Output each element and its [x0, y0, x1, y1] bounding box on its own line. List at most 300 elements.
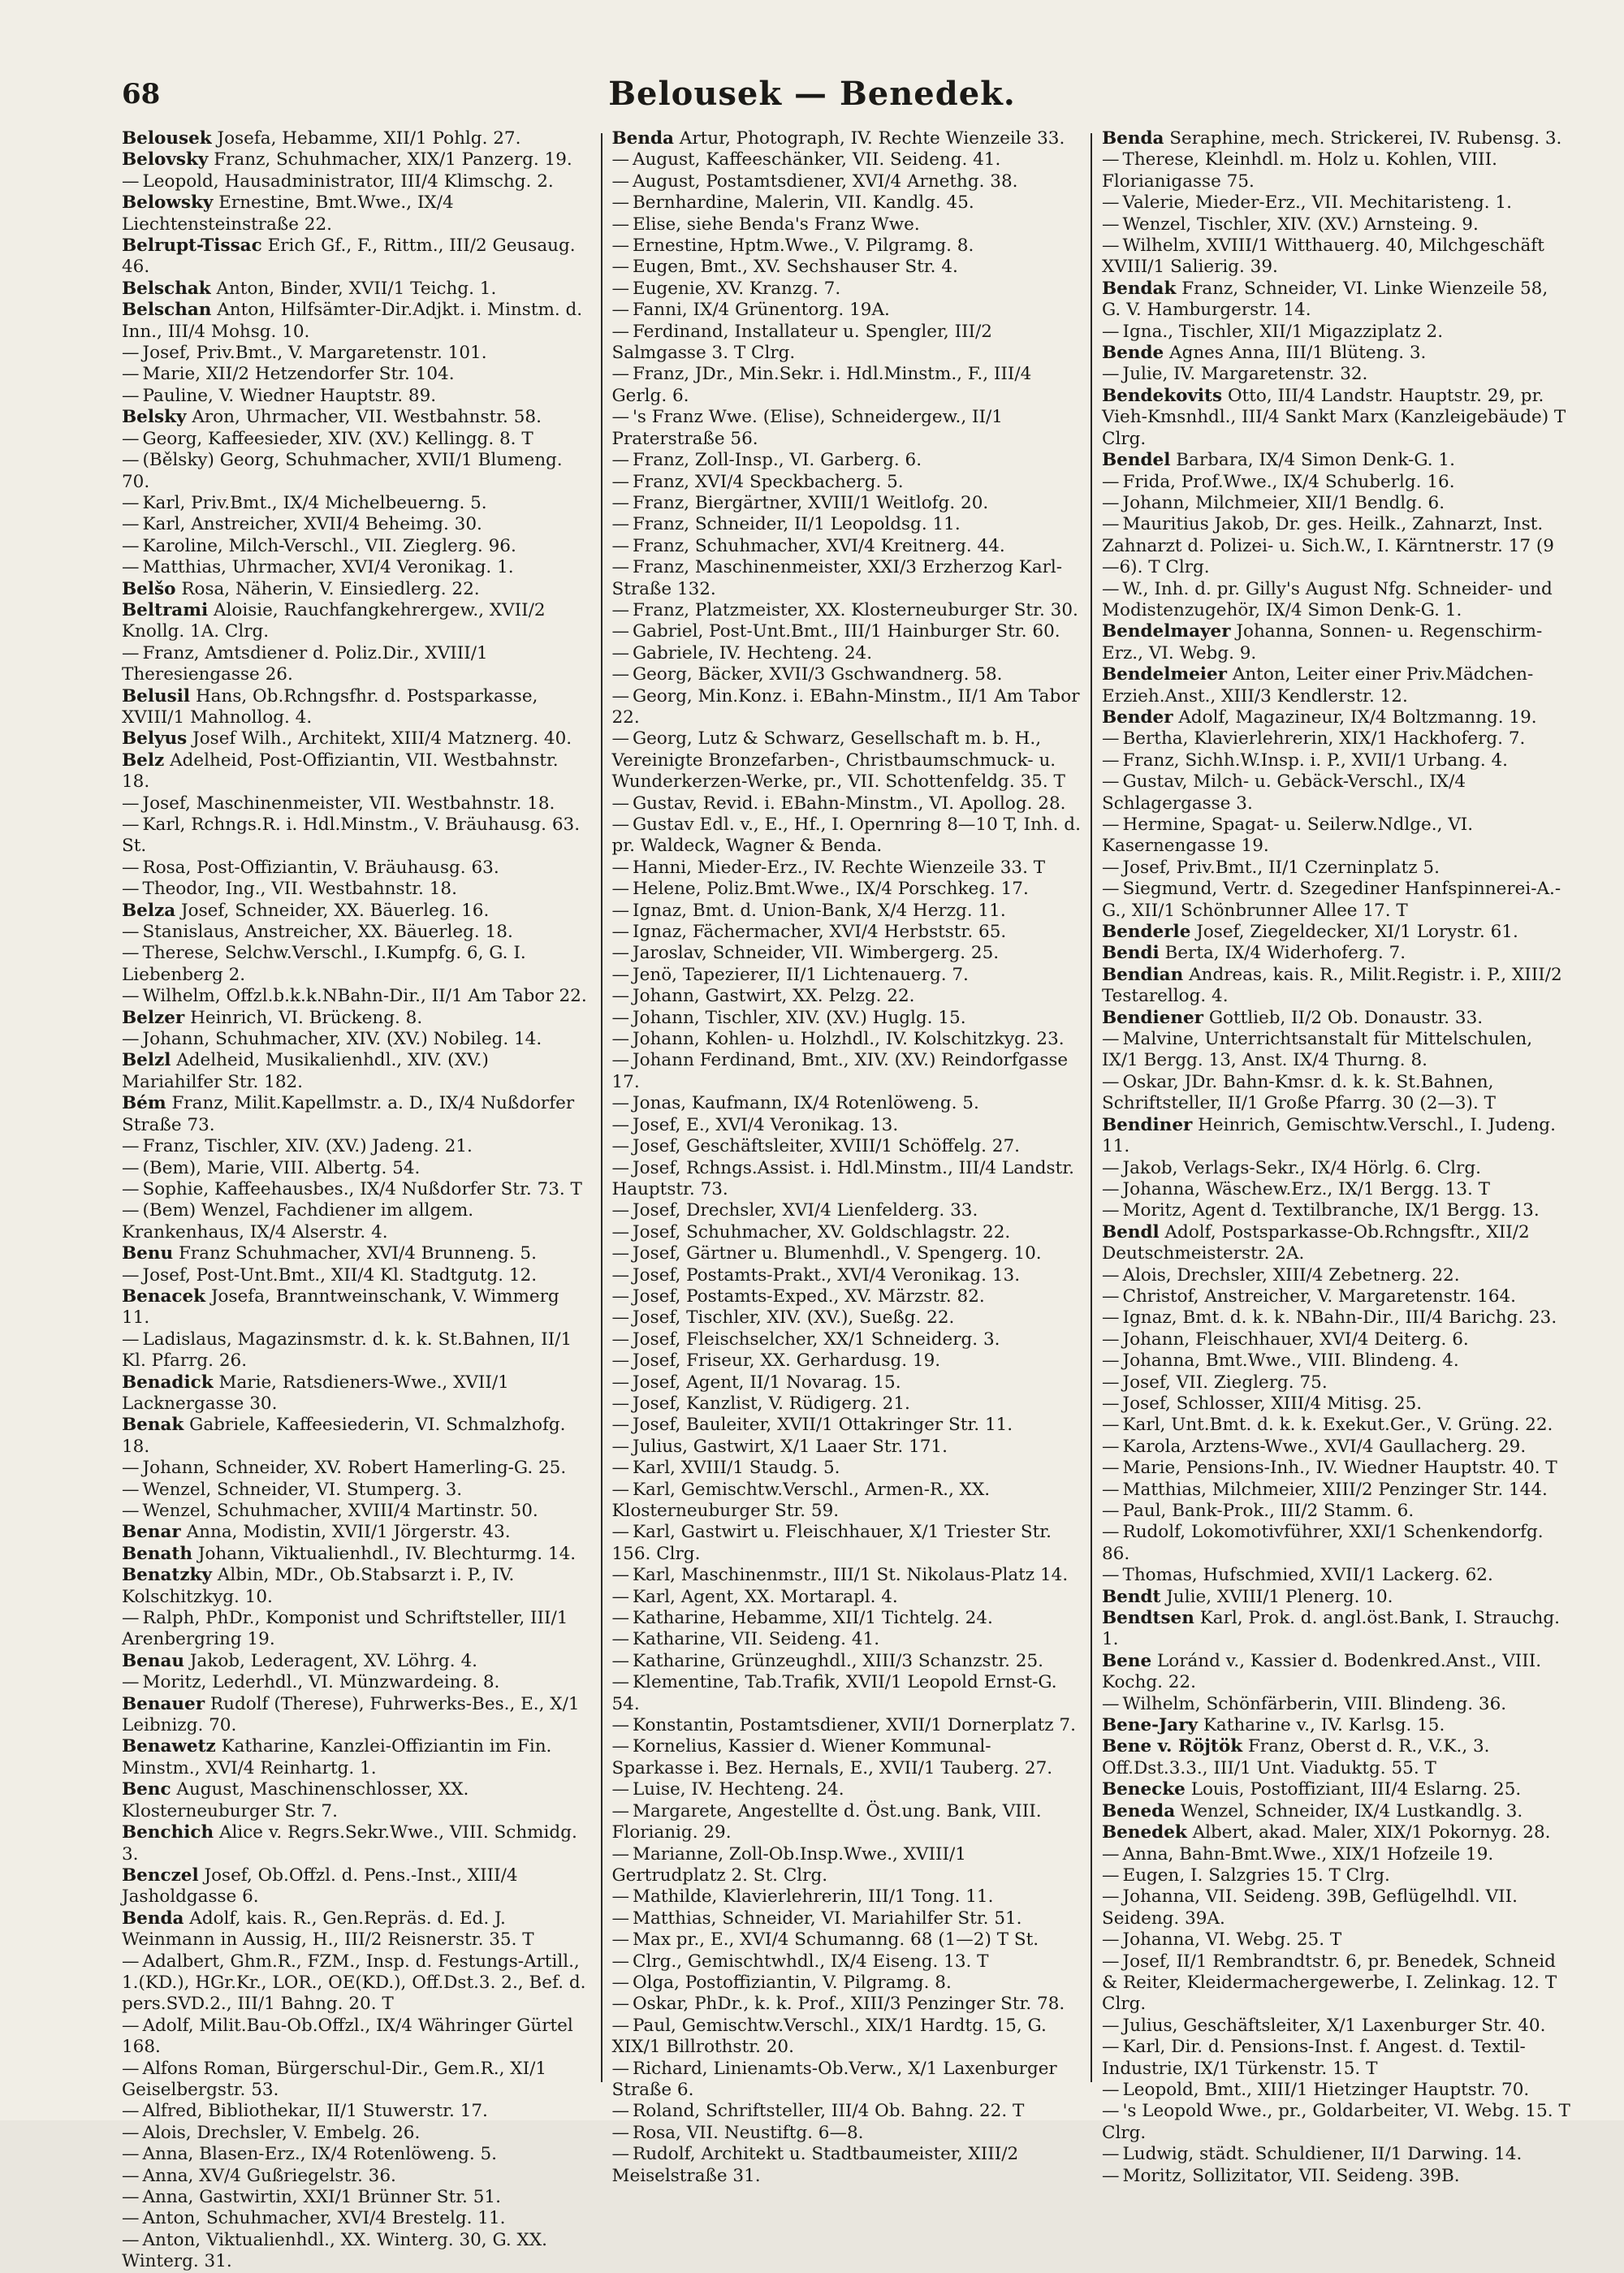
entry-dash: — [122, 343, 140, 364]
entry-text: Alois, Drechsler, XIII/4 Zebetnerg. 22. [1122, 1264, 1460, 1286]
entry-text: Agnes Anna, III/1 Blüteng. 3. [1169, 343, 1427, 364]
entry-text: Katharine, Hebamme, XII/1 Tichtelg. 24. [633, 1608, 993, 1629]
entry-text: Julie, XVIII/1 Plenerg. 10. [1166, 1586, 1393, 1607]
entry-text: Franz, Milit.Kapellmstr. a. D., IX/4 Nußdorfer Straße 73. [122, 1093, 575, 1135]
entry-dash: — [611, 685, 629, 707]
entry-dash: — [122, 535, 140, 556]
directory-entry [1102, 1179, 1571, 1200]
directory-entry [1102, 1115, 1571, 1158]
directory-entry [612, 1715, 1082, 1736]
entry-dash: — [611, 257, 629, 278]
entry-text: August, Kaffeeschänker, VII. Seideng. 41. [633, 149, 1001, 171]
entry-dash: — [1102, 1372, 1120, 1393]
entry-text: Johann, Viktualienhdl., IV. Blechturmg. 14. [197, 1543, 577, 1564]
entry-text: Rudolf, Lokomotivführer, XXI/1 Schenkendorfg. 86. [1102, 1522, 1544, 1564]
directory-entry [612, 1908, 1082, 1929]
directory-entry [122, 1372, 591, 1415]
entry-text: Franz, Tischler, XIV. (XV.) Jadeng. 21. [142, 1136, 473, 1157]
entry-surname: Belusil [122, 685, 191, 707]
entry-text: Bertha, Klavierlehrerin, XIX/1 Hackhoferg. 7. [1122, 728, 1526, 750]
directory-entry [122, 1136, 591, 1157]
entry-text: Josef, Schuhmacher, XV. Goldschlagstr. 22. [633, 1221, 1011, 1242]
entry-dash: — [611, 535, 629, 556]
directory-entry [612, 536, 1082, 557]
entry-dash: — [122, 1672, 140, 1693]
directory-entry [1102, 965, 1571, 1008]
entry-dash: — [1102, 857, 1120, 878]
entry-text: Josef, Post-Unt.Bmt., XII/4 Kl. Stadtgutg. 12. [142, 1264, 538, 1286]
entry-dash: — [611, 728, 629, 750]
entry-text: Adelheid, Musikalienhdl., XIV. (XV.) Mariahilfer Str. 182. [122, 1050, 489, 1092]
directory-entry [1102, 1822, 1571, 1843]
directory-entry [612, 1736, 1082, 1779]
directory-entry [612, 236, 1082, 257]
entry-dash: — [1102, 471, 1120, 492]
entry-text: Georg, Bäcker, XVII/3 Gschwandnerg. 58. [633, 664, 1003, 685]
entry-surname: Belowsky [122, 192, 214, 214]
entry-text: Josef, Geschäftsleiter, XVIII/1 Schöffelg. 27. [633, 1136, 1020, 1157]
entry-dash: — [122, 2229, 140, 2250]
entry-dash: — [1102, 750, 1120, 771]
entry-text: Wenzel, Schneider, IX/4 Lustkandlg. 3. [1180, 1800, 1523, 1821]
entry-dash: — [611, 1886, 629, 1908]
directory-entry [122, 493, 591, 514]
entry-surname: Bendekovits [1102, 385, 1223, 406]
directory-entry [122, 1265, 591, 1286]
entry-dash: — [1102, 1479, 1120, 1500]
directory-entry [612, 322, 1082, 365]
entry-text: (Bem), Marie, VIII. Albertg. 54. [142, 1157, 421, 1178]
entry-text: Josef, VII. Zieglerg. 75. [1122, 1372, 1328, 1393]
entry-surname: Benawetz [122, 1736, 216, 1757]
directory-entry [1102, 2101, 1571, 2144]
entry-text: Johann, Kohlen- u. Holzhdl., IV. Kolschitzkyg. 23. [633, 1029, 1065, 1050]
directory-entry [612, 257, 1082, 278]
directory-entry [122, 579, 591, 600]
entry-text: 's Leopold Wwe., pr., Goldarbeiter, VI. Webg. 15. T Clrg. [1102, 2101, 1570, 2143]
entry-text: Leopold, Hausadministrator, III/4 Klimschg. 2. [142, 171, 554, 192]
directory-entry [612, 214, 1082, 236]
entry-dash: — [122, 2165, 140, 2186]
entry-text: Johann, Schuhmacher, XIV. (XV.) Nobileg. 14. [142, 1029, 542, 1050]
entry-surname: Bém [122, 1093, 166, 1114]
page-number: 68 [122, 78, 161, 110]
entry-dash: — [611, 1994, 629, 2015]
entry-dash: — [611, 815, 629, 835]
entry-dash: — [1102, 1264, 1120, 1286]
entry-dash: — [122, 1178, 140, 1199]
directory-entry [1102, 1458, 1571, 1479]
directory-entry [1102, 1694, 1571, 1715]
entry-surname: Benda [122, 1908, 184, 1929]
entry-text: Josef, Ziegeldecker, XI/1 Lorystr. 61. [1196, 922, 1518, 943]
entry-dash: — [611, 171, 629, 192]
entry-text: Karl, Dir. d. Pensions-Inst. f. Angest. d. Textil-Industrie, IX/1 Türkenstr. 15. T [1102, 2037, 1526, 2079]
directory-entry [612, 1008, 1082, 1029]
entry-dash: — [611, 1136, 629, 1157]
entry-dash: — [611, 1800, 629, 1821]
directory-entry [612, 2123, 1082, 2144]
directory-entry [122, 1200, 591, 1243]
directory-entry [612, 1844, 1082, 1887]
entry-text: Josef, Schlosser, XIII/4 Mitisg. 25. [1122, 1393, 1423, 1414]
entry-text: Therese, Selchw.Verschl., I.Kumpfg. 6, G. I. Liebenberg 2. [122, 943, 526, 985]
entry-dash: — [1102, 1029, 1120, 1050]
entry-text: (Bem) Wenzel, Fachdiener im allgem. Krankenhaus, IX/4 Alserstr. 4. [122, 1200, 474, 1242]
directory-entry [122, 1951, 591, 2016]
column-1 [122, 128, 591, 2272]
directory-entry [122, 386, 591, 407]
entry-text: Helene, Poliz.Bmt.Wwe., IX/4 Porschkeg. 17. [633, 879, 1029, 900]
entry-text: Max pr., E., XVI/4 Schumanng. 68 (1—2) T St. [633, 1929, 1039, 1951]
entry-text: Wenzel, Tischler, XIV. (XV.) Arnsteing. 9. [1122, 214, 1479, 235]
entry-text: Marie, XII/2 Hetzendorfer Str. 104. [142, 364, 455, 385]
columns [122, 128, 1571, 2272]
entry-surname: Bendel [1102, 450, 1171, 471]
entry-dash: — [611, 1350, 629, 1372]
entry-dash: — [1102, 771, 1120, 793]
directory-entry [612, 1350, 1082, 1372]
entry-text: Gabriel, Post-Unt.Bmt., III/1 Hainburger Str. 60. [633, 621, 1060, 642]
entry-text: Katharine v., IV. Karlsg. 15. [1203, 1715, 1445, 1736]
entry-dash: — [611, 2015, 629, 2036]
entry-dash: — [611, 1908, 629, 1929]
entry-text: Johann, Fleischhauer, XVI/4 Deiterg. 6. [1122, 1329, 1469, 1350]
directory-entry [612, 407, 1082, 450]
entry-surname: Belšo [122, 578, 176, 599]
directory-entry [612, 1951, 1082, 1973]
entry-text: Gabriele, IV. Hechteng. 24. [633, 642, 873, 663]
entry-text: Josef, Friseur, XX. Gerhardusg. 19. [633, 1350, 941, 1372]
entry-dash: — [122, 1458, 140, 1479]
directory-entry [1102, 2016, 1571, 2037]
entry-text: Franz, Schuhmacher, XVI/4 Kreitnerg. 44. [633, 535, 1005, 556]
entry-text: Rudolf, Architekt u. Stadtbaumeister, XIII/2 Meiselstraße 31. [611, 2144, 1019, 2186]
entry-surname: Belyus [122, 728, 188, 750]
entry-dash: — [611, 1264, 629, 1286]
entry-dash: — [122, 2058, 140, 2079]
directory-entry [612, 1050, 1082, 1093]
entry-dash: — [1102, 1307, 1120, 1329]
entry-text: Josef, Agent, II/1 Novarag. 15. [633, 1372, 901, 1393]
entry-text: Ferdinand, Installateur u. Spengler, III/2 Salmgasse 3. T Clrg. [611, 321, 992, 364]
entry-text: Albert, akad. Maler, XIX/1 Pokornyg. 28. [1192, 1822, 1551, 1843]
entry-dash: — [611, 1929, 629, 1951]
entry-text: Josef, Priv.Bmt., V. Margaretenstr. 101. [142, 343, 487, 364]
entry-text: Artur, Photograph, IV. Rechte Wienzeile 33. [679, 128, 1065, 149]
entry-dash: — [122, 2015, 140, 2036]
directory-entry [122, 1565, 591, 1608]
entry-surname: Belschan [122, 300, 212, 321]
entry-dash: — [122, 857, 140, 878]
directory-entry [122, 793, 591, 815]
entry-text: Rosa, VII. Neustiftg. 6—8. [633, 2122, 864, 2143]
entry-dash: — [611, 1479, 629, 1500]
entry-text: Wilhelm, Offzl.b.k.k.NBahn-Dir., II/1 Am Tabor 22. [142, 986, 587, 1007]
entry-surname: Benar [122, 1522, 181, 1543]
directory-entry [1102, 322, 1571, 343]
entry-dash: — [611, 1736, 629, 1757]
entry-dash: — [1102, 192, 1120, 214]
directory-entry [1102, 579, 1571, 622]
entry-text: Julie, IV. Margaretenstr. 32. [1122, 364, 1368, 385]
directory-entry [1102, 707, 1571, 728]
entry-dash: — [1102, 1157, 1120, 1178]
entry-text: Johann, Tischler, XIV. (XV.) Huglg. 15. [633, 1007, 966, 1028]
directory-entry [122, 343, 591, 364]
entry-text: Josef, Fleischselcher, XX/1 Schneiderg. 3. [633, 1329, 1000, 1350]
entry-dash: — [122, 1157, 140, 1178]
entry-dash: — [1102, 492, 1120, 513]
column-2 [611, 128, 1082, 2186]
entry-dash: — [122, 1264, 140, 1286]
directory-entry [122, 1029, 591, 1050]
entry-surname: Bendak [1102, 278, 1177, 299]
entry-text: Malvine, Unterrichtsanstalt für Mittelschulen, IX/1 Bergg. 13, Anst. IX/4 Thurng. 8. [1102, 1029, 1533, 1071]
directory-entry [1102, 858, 1571, 879]
entry-dash: — [611, 1243, 629, 1264]
entry-dash: — [1102, 1393, 1120, 1414]
directory-entry [122, 728, 591, 750]
entry-text: Valerie, Mieder-Erz., VII. Mechitaristeng. 1. [1122, 192, 1512, 214]
entry-text: Franz, Schuhmacher, XIX/1 Panzerg. 19. [214, 149, 572, 171]
entry-dash: — [611, 1586, 629, 1607]
directory-entry [1102, 1394, 1571, 1415]
entry-text: Anton, Leiter einer Priv.Mädchen-Erzieh.Anst., XIII/3 Kendlerstr. 12. [1102, 664, 1534, 707]
entry-surname: Bene-Jary [1102, 1715, 1199, 1736]
entry-dash: — [1102, 728, 1120, 750]
directory-entry [612, 664, 1082, 685]
directory-entry [122, 686, 591, 729]
entry-text: Josef, Drechsler, XVI/4 Lienfelderg. 33. [633, 1200, 978, 1221]
directory-entry [122, 901, 591, 922]
entry-dash: — [611, 1372, 629, 1393]
entry-text: Matthias, Uhrmacher, XVI/4 Veronikag. 1. [142, 557, 514, 578]
directory-entry [612, 1522, 1082, 1565]
entry-text: Anna, Modistin, XVII/1 Jörgerstr. 43. [186, 1522, 511, 1543]
entry-dash: — [611, 964, 629, 985]
entry-text: Katharine, Grünzeughdl., XIII/3 Schanzstr. 25. [633, 1650, 1043, 1671]
entry-text: Johann, Schneider, XV. Robert Hamerling-G. 25. [142, 1458, 567, 1479]
entry-surname: Benau [122, 1650, 185, 1671]
directory-entry [612, 1608, 1082, 1629]
entry-text: Franz, Maschinenmeister, XXI/3 Erzherzog Karl-Straße 132. [611, 557, 1063, 599]
directory-entry [1102, 1072, 1571, 1115]
directory-entry [612, 1136, 1082, 1157]
entry-dash: — [611, 1307, 629, 1329]
directory-entry [122, 407, 591, 428]
directory-entry [612, 600, 1082, 621]
entry-dash: — [1102, 1286, 1120, 1307]
entry-text: Ralph, PhDr., Komponist und Schriftsteller, III/1 Arenbergring 19. [122, 1608, 568, 1650]
entry-dash: — [122, 1329, 140, 1350]
entry-surname: Benak [122, 1415, 184, 1436]
entry-dash: — [122, 986, 140, 1007]
entry-text: Anna, Bahn-Bmt.Wwe., XIX/1 Hofzeile 19. [1122, 1843, 1494, 1865]
entry-text: Marie, Ratsdieners-Wwe., XVII/1 Lacknergasse 30. [122, 1372, 509, 1414]
entry-dash: — [611, 1715, 629, 1736]
directory-entry [1102, 664, 1571, 707]
directory-entry [612, 1929, 1082, 1951]
entry-text: Otto, III/4 Landstr. Hauptstr. 29, pr. Vieh-Kmsnhdl., III/4 Sankt Marx (Kanzleigebäude) T Clrg. [1102, 385, 1566, 449]
entry-text: Johanna, Bmt.Wwe., VIII. Blindeng. 4. [1122, 1350, 1459, 1372]
entry-dash: — [611, 1436, 629, 1457]
entry-text: Franz, Oberst d. R., V.K., 3. Off.Dst.3.3., III/1 Unt. Viaduktg. 55. T [1102, 1736, 1490, 1778]
entry-dash: — [1102, 1843, 1120, 1865]
directory-entry [122, 943, 591, 986]
entry-text: Hanni, Mieder-Erz., IV. Rechte Wienzeile 33. T [633, 857, 1046, 878]
entry-dash: — [611, 1393, 629, 1414]
entry-text: Sophie, Kaffeehausbes., IX/4 Nußdorfer Str. 73. T [142, 1178, 582, 1199]
entry-text: Katharine, Kanzlei-Offiziantin im Fin. Minstm., XVI/4 Reinhartg. 1. [122, 1736, 552, 1778]
entry-dash: — [1102, 2144, 1120, 2165]
entry-text: Gustav, Revid. i. EBahn-Minstm., VI. Apollog. 28. [633, 793, 1066, 814]
entry-text: Thomas, Hufschmied, XVII/1 Lackerg. 62. [1122, 1565, 1493, 1586]
directory-entry [612, 192, 1082, 214]
directory-entry [612, 1243, 1082, 1264]
entry-dash: — [611, 1779, 629, 1800]
entry-text: Josefa, Branntweinschank, V. Wimmerg 11. [122, 1286, 559, 1329]
entry-dash: — [611, 1843, 629, 1865]
directory-entry [612, 1779, 1082, 1800]
entry-text: Matthias, Milchmeier, XIII/2 Penzinger Str. 144. [1122, 1479, 1548, 1500]
entry-dash: — [611, 1629, 629, 1650]
entry-text: Ladislaus, Magazinsmstr. d. k. k. St.Bahnen, II/1 Kl. Pfarrg. 26. [122, 1329, 572, 1372]
entry-dash: — [1102, 1522, 1120, 1543]
directory-entry [1102, 1158, 1571, 1179]
entry-dash: — [611, 514, 629, 535]
entry-dash: — [611, 1221, 629, 1242]
entry-dash: — [611, 1415, 629, 1436]
entry-text: Georg, Kaffeesieder, XIV. (XV.) Kellingg. 8. T [142, 428, 533, 449]
entry-text: Josef, Postamts-Prakt., XVI/4 Veronikag. 13. [633, 1264, 1021, 1286]
entry-text: Adolf, kais. R., Gen.Repräs. d. Ed. J. Weinmann in Aussig, H., III/2 Reisnerstr. 35. T [122, 1908, 534, 1951]
directory-entry [122, 450, 591, 493]
directory-entry [612, 1029, 1082, 1050]
entry-text: Adolf, Milit.Bau-Ob.Offzl., IX/4 Währinger Gürtel 168. [122, 2015, 573, 2058]
entry-dash: — [122, 2122, 140, 2143]
entry-dash: — [122, 2187, 140, 2207]
directory-entry [1102, 386, 1571, 450]
directory-entry [612, 1629, 1082, 1650]
directory-entry [1102, 750, 1571, 771]
directory-entry [612, 1480, 1082, 1523]
entry-text: Marianne, Zoll-Ob.Insp.Wwe., XVIII/1 Gertrudplatz 2. St. Clrg. [611, 1843, 966, 1886]
entry-surname: Bendt [1102, 1586, 1161, 1607]
entry-dash: — [611, 900, 629, 921]
entry-dash: — [611, 192, 629, 214]
directory-entry [1102, 1437, 1571, 1458]
directory-entry [612, 1801, 1082, 1844]
directory-entry [612, 1307, 1082, 1329]
directory-entry [612, 1994, 1082, 2015]
entry-dash: — [1102, 1565, 1120, 1586]
directory-entry [612, 300, 1082, 321]
entry-text: Karl, Gastwirt u. Fleischhauer, X/1 Triester Str. 156. Clrg. [611, 1522, 1052, 1564]
entry-text: Anton, Viktualienhdl., XX. Winterg. 30, G. XX. Winterg. 31. [122, 2229, 547, 2272]
entry-text: Barbara, IX/4 Simon Denk-G. 1. [1176, 450, 1455, 471]
entry-dash: — [122, 364, 140, 385]
entry-text: Franz, Zoll-Insp., VI. Garberg. 6. [633, 450, 922, 471]
entry-dash: — [122, 2144, 140, 2165]
directory-entry [122, 1694, 591, 1737]
entry-text: Anton, Hilfsämter-Dir.Adjkt. i. Minstm. d. Inn., III/4 Mohsg. 10. [122, 300, 583, 342]
entry-text: Mauritius Jakob, Dr. ges. Heilk., Zahnarzt, Inst. Zahnarzt d. Polizei- u. Sich.W., I. Kärntnerstr. 17 (9—6). T Clrg. [1102, 514, 1554, 578]
entry-text: Richard, Linienamts-Ob.Verw., X/1 Laxenburger Straße 6. [611, 2058, 1057, 2100]
directory-entry [1102, 1501, 1571, 1522]
directory-entry [1102, 621, 1571, 664]
entry-dash: — [611, 149, 629, 171]
directory-entry [122, 1050, 591, 1093]
entry-dash: — [1102, 236, 1120, 257]
entry-text: Katharine, VII. Seideng. 41. [633, 1629, 880, 1650]
directory-entry [1102, 2166, 1571, 2187]
directory-entry [612, 965, 1082, 986]
entry-text: Ernestine, Hptm.Wwe., V. Pilgramg. 8. [633, 236, 974, 257]
directory-entry [122, 858, 591, 879]
entry-text: Klementine, Tab.Trafik, XVII/1 Leopold Ernst-G. 54. [611, 1672, 1057, 1714]
entry-dash: — [611, 1200, 629, 1221]
running-head: Belousek — Benedek. [608, 75, 1016, 113]
entry-text: Oskar, JDr. Bahn-Kmsr. d. k. k. St.Bahnen, Schriftsteller, II/1 Große Pfarrg. 30 (2—3). T [1102, 1071, 1496, 1114]
directory-entry [122, 1865, 591, 1908]
directory-entry [612, 728, 1082, 793]
entry-dash: — [611, 214, 629, 235]
entry-dash: — [1102, 2165, 1120, 2186]
entry-text: Wilhelm, XVIII/1 Witthauerg. 40, Milchgeschäft XVIII/1 Salierig. 39. [1102, 236, 1544, 278]
directory-entry [1102, 1029, 1571, 1072]
entry-surname: Belz [122, 750, 165, 771]
entry-dash: — [611, 2058, 629, 2079]
directory-entry [612, 1437, 1082, 1458]
directory-entry [122, 643, 591, 686]
entry-surname: Beltrami [122, 599, 209, 620]
entry-text: Karl, Unt.Bmt. d. k. k. Exekut.Ger., V. Grüng. 22. [1122, 1415, 1553, 1436]
directory-entry [612, 1587, 1082, 1608]
entry-surname: Bender [1102, 707, 1173, 728]
entry-text: Paul, Gemischtw.Verschl., XIX/1 Hardtg. 15, G. XIX/1 Billrothstr. 20. [611, 2015, 1047, 2058]
directory-entry [122, 750, 591, 793]
directory-entry [612, 1222, 1082, 1243]
entry-dash: — [1102, 1458, 1120, 1479]
entry-text: Berta, IX/4 Widerhoferg. 7. [1164, 943, 1406, 964]
entry-text: Gustav, Milch- u. Gebäck-Verschl., IX/4 Schlagergasse 3. [1102, 771, 1466, 814]
entry-text: Olga, Postoffiziantin, V. Pilgramg. 8. [633, 1972, 952, 1993]
directory-entry [122, 600, 591, 643]
entry-surname: Benecke [1102, 1779, 1186, 1800]
entry-text: Karl, Agent, XX. Mortarapl. 4. [633, 1586, 898, 1607]
entry-text: Karl, Gemischtw.Verschl., Armen-R., XX. Klosterneuburger Str. 59. [611, 1479, 991, 1521]
entry-dash: — [611, 1329, 629, 1350]
entry-text: Josef, Ob.Offzl. d. Pens.-Inst., XIII/4 Jasholdgasse 6. [122, 1865, 518, 1908]
directory-entry [1102, 1522, 1571, 1565]
directory-entry [1102, 514, 1571, 578]
directory-entry [122, 1779, 591, 1822]
entry-text: Josef, Kanzlist, V. Rüdigerg. 21. [633, 1393, 910, 1414]
directory-entry [612, 149, 1082, 171]
directory-entry [122, 1458, 591, 1479]
directory-entry [1102, 1929, 1571, 1951]
entry-text: Josef, Tischler, XIV. (XV.), Sueßg. 22. [633, 1307, 955, 1329]
directory-entry [122, 2123, 591, 2144]
directory-entry [1102, 1779, 1571, 1800]
directory-entry [122, 1501, 591, 1522]
directory-entry [1102, 214, 1571, 236]
entry-dash: — [122, 1608, 140, 1629]
entry-dash: — [611, 450, 629, 471]
entry-dash: — [611, 1157, 629, 1178]
entry-text: Alfred, Bibliothekar, II/1 Stuwerstr. 17. [142, 2101, 488, 2122]
